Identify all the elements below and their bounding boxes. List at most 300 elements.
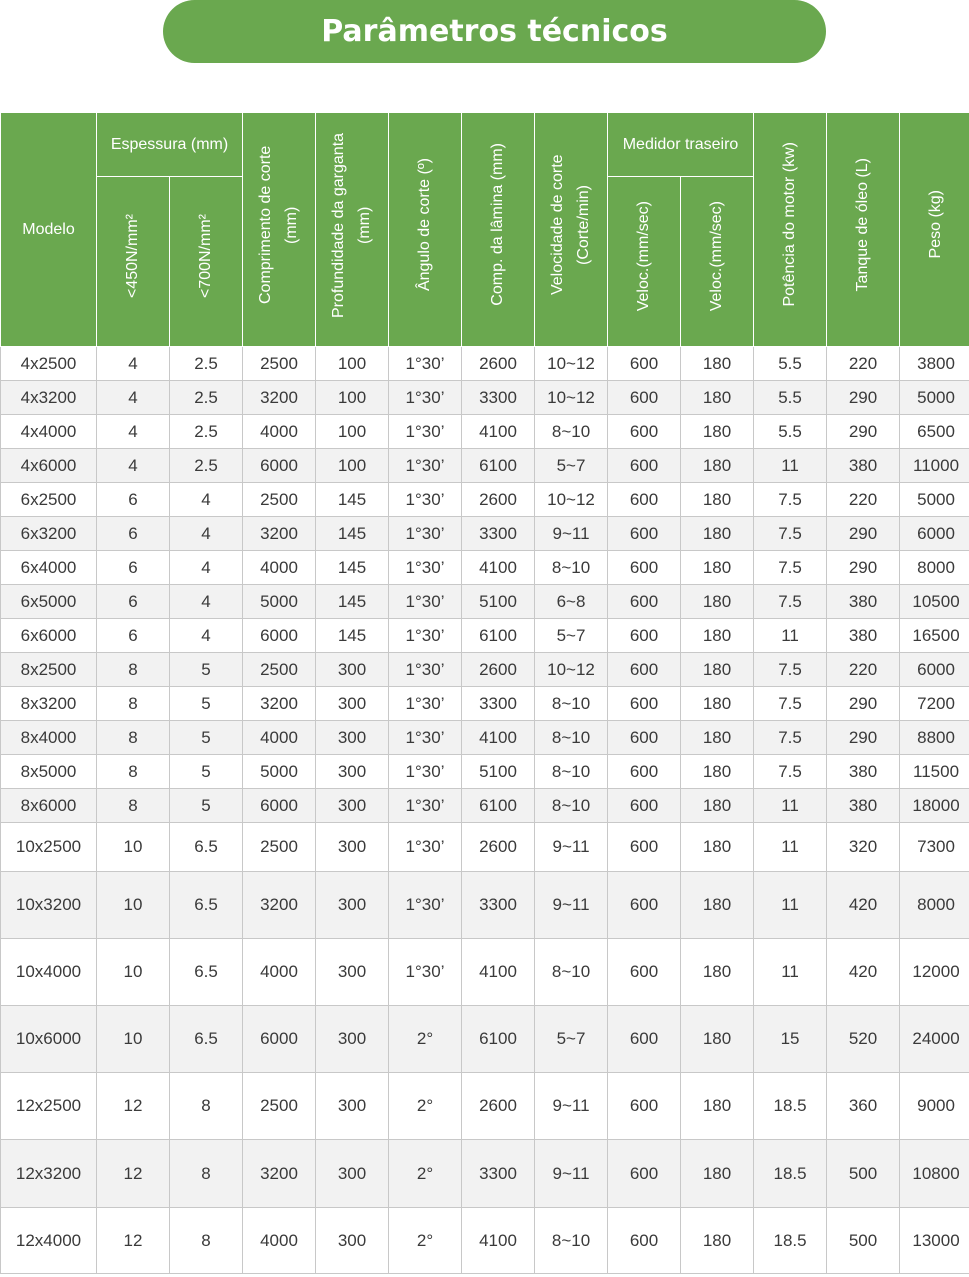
table-cell: 4000 xyxy=(243,1208,316,1274)
model-cell: 6x6000 xyxy=(1,619,97,653)
table-cell: 300 xyxy=(316,721,389,755)
header-oil-tank-label: Tanque de óleo (L) xyxy=(854,157,872,292)
table-cell: 5.5 xyxy=(754,415,827,449)
table-cell: 3300 xyxy=(462,872,535,939)
table-cell: 600 xyxy=(608,347,681,381)
table-row xyxy=(1,381,969,415)
model-cell: 8x3200 xyxy=(1,687,97,721)
header-throat-depth-label: Profundidade da garganta (mm) xyxy=(330,131,374,318)
table-cell: 500 xyxy=(827,1140,900,1208)
header-cut-angle-label: Ângulo de corte (º) xyxy=(416,157,434,292)
table-cell: 10800 xyxy=(900,1140,969,1208)
table-cell: 145 xyxy=(316,517,389,551)
table-cell: 12 xyxy=(97,1140,170,1208)
table-cell: 4 xyxy=(97,415,170,449)
table-cell: 1°30’ xyxy=(389,687,462,721)
table-cell: 11 xyxy=(754,619,827,653)
table-cell: 5~7 xyxy=(535,619,608,653)
table-cell: 600 xyxy=(608,517,681,551)
table-cell: 180 xyxy=(681,755,754,789)
table-row xyxy=(1,1208,969,1274)
table-cell: 7.5 xyxy=(754,755,827,789)
table-cell: 5000 xyxy=(900,381,969,415)
table-cell: 600 xyxy=(608,823,681,872)
table-cell: 1°30’ xyxy=(389,449,462,483)
table-cell: 300 xyxy=(316,755,389,789)
table-cell: 300 xyxy=(316,823,389,872)
table-cell: 9~11 xyxy=(535,1073,608,1140)
table-cell: 2° xyxy=(389,1140,462,1208)
table-cell: 4 xyxy=(170,483,243,517)
table-cell: 180 xyxy=(681,687,754,721)
table-cell: 6 xyxy=(97,483,170,517)
table-cell: 8 xyxy=(97,789,170,823)
table-cell: 3200 xyxy=(243,687,316,721)
table-cell: 6100 xyxy=(462,619,535,653)
table-cell: 6 xyxy=(97,619,170,653)
table-cell: 2.5 xyxy=(170,381,243,415)
table-cell: 600 xyxy=(608,872,681,939)
table-cell: 7.5 xyxy=(754,687,827,721)
model-cell: 8x4000 xyxy=(1,721,97,755)
table-cell: 7300 xyxy=(900,823,969,872)
table-cell: 3300 xyxy=(462,381,535,415)
table-cell: 5~7 xyxy=(535,1006,608,1073)
table-cell: 380 xyxy=(827,449,900,483)
table-cell: 180 xyxy=(681,1140,754,1208)
header-blade-length xyxy=(462,113,535,347)
table-cell: 4 xyxy=(97,347,170,381)
header-oil-tank xyxy=(827,113,900,347)
table-cell: 5 xyxy=(170,687,243,721)
table-cell: 220 xyxy=(827,483,900,517)
table-cell: 600 xyxy=(608,381,681,415)
table-row xyxy=(1,789,969,823)
table-cell: 4 xyxy=(170,585,243,619)
table-row xyxy=(1,1073,969,1140)
table-row xyxy=(1,483,969,517)
table-cell: 180 xyxy=(681,823,754,872)
model-cell: 4x3200 xyxy=(1,381,97,415)
table-cell: 600 xyxy=(608,415,681,449)
header-thickness-450-label: <450N/mm² xyxy=(124,214,141,299)
table-cell: 600 xyxy=(608,939,681,1006)
table-cell: 9~11 xyxy=(535,872,608,939)
table-row xyxy=(1,619,969,653)
table-cell: 300 xyxy=(316,1006,389,1073)
table-cell: 8~10 xyxy=(535,755,608,789)
model-cell: 6x3200 xyxy=(1,517,97,551)
table-row xyxy=(1,551,969,585)
model-cell: 10x3200 xyxy=(1,872,97,939)
table-cell: 600 xyxy=(608,1208,681,1274)
table-cell: 300 xyxy=(316,872,389,939)
table-cell: 4100 xyxy=(462,1208,535,1274)
table-cell: 180 xyxy=(681,449,754,483)
header-cut-angle xyxy=(389,113,462,347)
table-cell: 300 xyxy=(316,653,389,687)
table-cell: 220 xyxy=(827,347,900,381)
table-cell: 1°30’ xyxy=(389,823,462,872)
page-title: Parâmetros técnicos xyxy=(163,0,826,63)
table-cell: 5100 xyxy=(462,585,535,619)
table-cell: 1°30’ xyxy=(389,585,462,619)
table-cell: 2500 xyxy=(243,653,316,687)
table-cell: 180 xyxy=(681,1006,754,1073)
table-cell: 8~10 xyxy=(535,687,608,721)
table-cell: 180 xyxy=(681,381,754,415)
table-cell: 10 xyxy=(97,1006,170,1073)
model-cell: 10x6000 xyxy=(1,1006,97,1073)
table-row xyxy=(1,755,969,789)
table-cell: 2500 xyxy=(243,823,316,872)
table-cell: 5000 xyxy=(243,755,316,789)
table-cell: 300 xyxy=(316,1073,389,1140)
header-motor-power-label: Potência do motor (kw) xyxy=(781,142,799,307)
table-cell: 11 xyxy=(754,939,827,1006)
model-cell: 4x2500 xyxy=(1,347,97,381)
header-thickness-label: Espessura (mm) xyxy=(110,135,229,153)
spec-table-body xyxy=(1,347,969,1274)
table-cell: 5.5 xyxy=(754,347,827,381)
table-cell: 1°30’ xyxy=(389,939,462,1006)
table-cell: 6000 xyxy=(900,653,969,687)
table-row xyxy=(1,653,969,687)
table-cell: 7.5 xyxy=(754,551,827,585)
table-cell: 10 xyxy=(97,939,170,1006)
header-motor-power xyxy=(754,113,827,347)
table-cell: 290 xyxy=(827,687,900,721)
model-cell: 8x6000 xyxy=(1,789,97,823)
table-cell: 10~12 xyxy=(535,347,608,381)
table-cell: 12000 xyxy=(900,939,969,1006)
table-cell: 8~10 xyxy=(535,939,608,1006)
table-cell: 380 xyxy=(827,789,900,823)
table-cell: 2600 xyxy=(462,483,535,517)
table-cell: 180 xyxy=(681,347,754,381)
table-cell: 3200 xyxy=(243,1140,316,1208)
table-cell: 300 xyxy=(316,1140,389,1208)
header-model: Modelo xyxy=(1,113,97,347)
table-cell: 5~7 xyxy=(535,449,608,483)
table-cell: 8 xyxy=(170,1073,243,1140)
table-cell: 5 xyxy=(170,653,243,687)
table-cell: 6000 xyxy=(243,619,316,653)
table-cell: 1°30’ xyxy=(389,619,462,653)
table-cell: 2.5 xyxy=(170,449,243,483)
table-cell: 4100 xyxy=(462,721,535,755)
table-cell: 8 xyxy=(97,687,170,721)
header-throat-depth xyxy=(316,113,389,347)
table-cell: 4 xyxy=(170,517,243,551)
table-row xyxy=(1,1140,969,1208)
table-cell: 420 xyxy=(827,872,900,939)
table-cell: 8800 xyxy=(900,721,969,755)
header-weight xyxy=(900,113,969,347)
table-cell: 8~10 xyxy=(535,551,608,585)
table-cell: 8~10 xyxy=(535,789,608,823)
table-row xyxy=(1,872,969,939)
table-cell: 2600 xyxy=(462,823,535,872)
table-cell: 10~12 xyxy=(535,381,608,415)
table-cell: 520 xyxy=(827,1006,900,1073)
table-cell: 145 xyxy=(316,551,389,585)
header-weight-label: Peso (kg) xyxy=(927,190,945,259)
model-cell: 4x4000 xyxy=(1,415,97,449)
table-cell: 11 xyxy=(754,872,827,939)
table-cell: 6100 xyxy=(462,1006,535,1073)
table-cell: 13000 xyxy=(900,1208,969,1274)
table-cell: 600 xyxy=(608,755,681,789)
table-row xyxy=(1,415,969,449)
table-cell: 7.5 xyxy=(754,517,827,551)
table-cell: 8000 xyxy=(900,551,969,585)
table-cell: 2600 xyxy=(462,653,535,687)
table-cell: 11000 xyxy=(900,449,969,483)
table-cell: 600 xyxy=(608,721,681,755)
table-cell: 8 xyxy=(170,1208,243,1274)
table-row xyxy=(1,721,969,755)
table-cell: 7.5 xyxy=(754,721,827,755)
table-cell: 6000 xyxy=(900,517,969,551)
table-cell: 1°30’ xyxy=(389,789,462,823)
table-cell: 5 xyxy=(170,789,243,823)
table-cell: 1°30’ xyxy=(389,347,462,381)
table-cell: 18.5 xyxy=(754,1140,827,1208)
table-row xyxy=(1,939,969,1006)
table-cell: 100 xyxy=(316,347,389,381)
table-cell: 6000 xyxy=(243,789,316,823)
model-cell: 10x4000 xyxy=(1,939,97,1006)
table-cell: 10500 xyxy=(900,585,969,619)
table-cell: 380 xyxy=(827,755,900,789)
table-cell: 6~8 xyxy=(535,585,608,619)
header-blade-length-label: Comp. da lâmina (mm) xyxy=(489,143,507,306)
table-cell: 7.5 xyxy=(754,653,827,687)
table-cell: 3300 xyxy=(462,517,535,551)
table-cell: 180 xyxy=(681,551,754,585)
table-row xyxy=(1,687,969,721)
table-cell: 600 xyxy=(608,551,681,585)
table-cell: 3300 xyxy=(462,687,535,721)
header-cut-length-label: Comprimento de corte (mm) xyxy=(257,145,301,304)
table-cell: 6100 xyxy=(462,449,535,483)
table-cell: 300 xyxy=(316,939,389,1006)
header-cut-speed xyxy=(535,113,608,347)
table-cell: 180 xyxy=(681,721,754,755)
table-cell: 5.5 xyxy=(754,381,827,415)
table-cell: 7.5 xyxy=(754,585,827,619)
table-cell: 300 xyxy=(316,1208,389,1274)
table-cell: 16500 xyxy=(900,619,969,653)
table-cell: 4000 xyxy=(243,551,316,585)
table-cell: 145 xyxy=(316,585,389,619)
table-cell: 1°30’ xyxy=(389,551,462,585)
table-cell: 6 xyxy=(97,551,170,585)
table-cell: 1°30’ xyxy=(389,415,462,449)
table-cell: 9000 xyxy=(900,1073,969,1140)
table-cell: 320 xyxy=(827,823,900,872)
header-backgauge-label: Medidor traseiro xyxy=(622,135,739,153)
table-cell: 1°30’ xyxy=(389,381,462,415)
table-cell: 290 xyxy=(827,381,900,415)
table-cell: 5000 xyxy=(900,483,969,517)
model-cell: 6x5000 xyxy=(1,585,97,619)
table-cell: 2° xyxy=(389,1073,462,1140)
table-cell: 180 xyxy=(681,653,754,687)
table-cell: 145 xyxy=(316,483,389,517)
table-cell: 3300 xyxy=(462,1140,535,1208)
table-cell: 12 xyxy=(97,1208,170,1274)
table-cell: 6.5 xyxy=(170,1006,243,1073)
table-cell: 18.5 xyxy=(754,1208,827,1274)
table-cell: 600 xyxy=(608,449,681,483)
table-cell: 300 xyxy=(316,789,389,823)
table-cell: 290 xyxy=(827,517,900,551)
table-cell: 2600 xyxy=(462,347,535,381)
table-cell: 18.5 xyxy=(754,1073,827,1140)
table-cell: 8~10 xyxy=(535,721,608,755)
header-backgauge-speed-2-label: Veloc.(mm/sec) xyxy=(708,201,726,312)
table-cell: 5100 xyxy=(462,755,535,789)
table-cell: 3200 xyxy=(243,517,316,551)
table-cell: 180 xyxy=(681,619,754,653)
table-cell: 9~11 xyxy=(535,517,608,551)
table-cell: 2500 xyxy=(243,1073,316,1140)
header-thickness-450 xyxy=(97,177,170,347)
model-cell: 12x3200 xyxy=(1,1140,97,1208)
table-cell: 100 xyxy=(316,415,389,449)
table-cell: 11 xyxy=(754,789,827,823)
table-cell: 380 xyxy=(827,585,900,619)
table-cell: 12 xyxy=(97,1073,170,1140)
model-cell: 12x2500 xyxy=(1,1073,97,1140)
table-cell: 5000 xyxy=(243,585,316,619)
table-cell: 600 xyxy=(608,1140,681,1208)
model-cell: 12x4000 xyxy=(1,1208,97,1274)
table-cell: 9~11 xyxy=(535,1140,608,1208)
table-cell: 4 xyxy=(97,381,170,415)
table-cell: 9~11 xyxy=(535,823,608,872)
table-cell: 2500 xyxy=(243,483,316,517)
table-cell: 15 xyxy=(754,1006,827,1073)
table-cell: 600 xyxy=(608,619,681,653)
spec-table xyxy=(0,112,969,1274)
header-cut-length xyxy=(243,113,316,347)
table-cell: 6500 xyxy=(900,415,969,449)
table-cell: 180 xyxy=(681,415,754,449)
table-row xyxy=(1,585,969,619)
table-cell: 420 xyxy=(827,939,900,1006)
table-cell: 600 xyxy=(608,483,681,517)
table-cell: 220 xyxy=(827,653,900,687)
model-cell: 6x2500 xyxy=(1,483,97,517)
table-cell: 2500 xyxy=(243,347,316,381)
table-cell: 180 xyxy=(681,585,754,619)
header-thickness xyxy=(97,113,243,177)
table-row xyxy=(1,347,969,381)
table-cell: 8~10 xyxy=(535,1208,608,1274)
table-cell: 7.5 xyxy=(754,483,827,517)
table-cell: 6.5 xyxy=(170,823,243,872)
table-cell: 600 xyxy=(608,585,681,619)
table-cell: 600 xyxy=(608,653,681,687)
table-row xyxy=(1,517,969,551)
header-backgauge-speed-1 xyxy=(608,177,681,347)
model-cell: 8x5000 xyxy=(1,755,97,789)
table-cell: 2.5 xyxy=(170,415,243,449)
table-cell: 4100 xyxy=(462,415,535,449)
table-cell: 180 xyxy=(681,1073,754,1140)
table-cell: 1°30’ xyxy=(389,653,462,687)
table-cell: 3200 xyxy=(243,872,316,939)
table-cell: 2° xyxy=(389,1006,462,1073)
header-thickness-700-label: <700N/mm² xyxy=(197,214,214,299)
table-cell: 8000 xyxy=(900,872,969,939)
table-cell: 180 xyxy=(681,789,754,823)
table-cell: 290 xyxy=(827,415,900,449)
table-cell: 8 xyxy=(170,1140,243,1208)
table-row xyxy=(1,823,969,872)
table-cell: 4000 xyxy=(243,415,316,449)
table-cell: 2° xyxy=(389,1208,462,1274)
table-cell: 7200 xyxy=(900,687,969,721)
table-cell: 3200 xyxy=(243,381,316,415)
table-cell: 8 xyxy=(97,721,170,755)
header-backgauge-speed-2 xyxy=(681,177,754,347)
table-cell: 11 xyxy=(754,823,827,872)
table-cell: 6.5 xyxy=(170,872,243,939)
table-cell: 600 xyxy=(608,687,681,721)
table-cell: 4100 xyxy=(462,551,535,585)
table-cell: 380 xyxy=(827,619,900,653)
header-thickness-700 xyxy=(170,177,243,347)
table-cell: 4100 xyxy=(462,939,535,1006)
table-cell: 300 xyxy=(316,687,389,721)
table-row xyxy=(1,1006,969,1073)
table-cell: 1°30’ xyxy=(389,755,462,789)
table-cell: 6000 xyxy=(243,1006,316,1073)
table-cell: 6.5 xyxy=(170,939,243,1006)
table-cell: 145 xyxy=(316,619,389,653)
table-cell: 6 xyxy=(97,517,170,551)
table-cell: 2600 xyxy=(462,1073,535,1140)
table-cell: 10~12 xyxy=(535,483,608,517)
table-cell: 6100 xyxy=(462,789,535,823)
table-cell: 1°30’ xyxy=(389,517,462,551)
table-cell: 180 xyxy=(681,1208,754,1274)
header-cut-speed-label: Velocidade de corte (Corte/min) xyxy=(549,154,593,295)
table-cell: 180 xyxy=(681,939,754,1006)
table-cell: 4 xyxy=(170,619,243,653)
table-cell: 10~12 xyxy=(535,653,608,687)
table-cell: 600 xyxy=(608,1073,681,1140)
table-cell: 24000 xyxy=(900,1006,969,1073)
table-cell: 4000 xyxy=(243,721,316,755)
model-cell: 10x2500 xyxy=(1,823,97,872)
model-cell: 8x2500 xyxy=(1,653,97,687)
table-row xyxy=(1,449,969,483)
table-cell: 10 xyxy=(97,823,170,872)
table-cell: 180 xyxy=(681,483,754,517)
table-cell: 10 xyxy=(97,872,170,939)
table-cell: 8 xyxy=(97,653,170,687)
model-cell: 4x6000 xyxy=(1,449,97,483)
table-cell: 4 xyxy=(97,449,170,483)
table-cell: 6 xyxy=(97,585,170,619)
table-cell: 5 xyxy=(170,755,243,789)
table-cell: 500 xyxy=(827,1208,900,1274)
